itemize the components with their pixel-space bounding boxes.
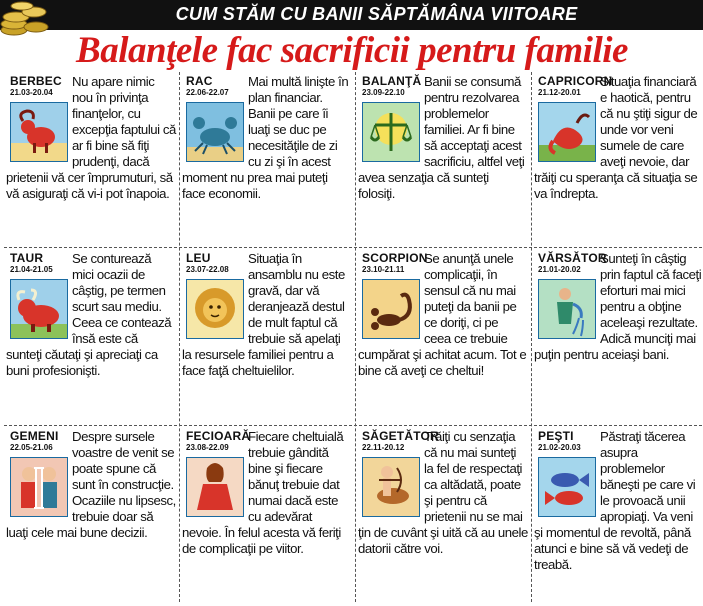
sign-dates: 21.04-21.05	[10, 265, 53, 274]
sign-card-leu	[180, 249, 354, 423]
sign-name: VĂRSĂTOR	[538, 251, 607, 265]
sign-name: PEŞTI	[538, 429, 574, 443]
scales-icon	[362, 102, 420, 162]
sign-name: SCORPION	[362, 251, 428, 265]
kicker-title: CUM STĂM CU BANII SĂPTĂMÂNA VIITOARE	[175, 4, 578, 24]
horoscope-grid	[4, 72, 702, 604]
sign-card-fecioara	[180, 427, 354, 603]
sign-name: FECIOARĂ	[186, 429, 251, 443]
page-title: Balanţele fac sacrificii pentru familie	[76, 30, 628, 71]
sign-text: Situaţia financiară e haotică, pentru că nu ştiţi sigur de unde vor veni sumele de care aveţi nevoie, dar trăiţi cu speranţa că situaţia se va îndrepta.	[534, 74, 698, 201]
sign-text: Nu apare nimic nou în privinţa finanţelor, cu excepţia faptului că ar fi bine să fiţi prudenţi, dacă prietenii vă cer împrumuturi, să vă asiguraţi că vi-i pot înapoia.	[6, 74, 176, 201]
sign-name: SĂGETĂTOR	[362, 429, 439, 443]
sign-card-capricorn	[532, 72, 703, 246]
fish-icon	[538, 457, 596, 517]
sign-text: Despre sursele voastre de venit se poate spune că sunt în construcţie. Ocaziile nu lipsesc, trebuie doar să luaţi cele mai bune decizii.	[6, 429, 176, 540]
sign-text: Sunteţi în câştig prin faptul că faceţi eforturi mai mici pentru a obţine aceleaşi rezultate. Adică munciţi mai puţin pentru aceiaşi bani.	[534, 251, 702, 362]
twins-icon	[10, 457, 68, 517]
sign-name: TAUR	[10, 251, 44, 265]
sign-name: LEU	[186, 251, 211, 265]
sign-dates: 21.03-20.04	[10, 88, 53, 97]
goat-icon	[538, 102, 596, 162]
sign-dates: 21.01-20.02	[538, 265, 581, 274]
sign-dates: 23.07-22.08	[186, 265, 229, 274]
crab-icon	[186, 102, 244, 162]
sign-dates: 23.10-21.11	[362, 265, 405, 274]
sign-card-scorpion	[356, 249, 530, 423]
ram-icon	[10, 102, 68, 162]
virgin-icon	[186, 457, 244, 517]
archer-icon	[362, 457, 420, 517]
water-bearer-icon	[538, 279, 596, 339]
sign-name: BALANŢĂ	[362, 74, 422, 88]
sign-card-gemeni	[4, 427, 178, 603]
sign-dates: 23.08-22.09	[186, 443, 229, 452]
scorpion-icon	[362, 279, 420, 339]
sign-card-berbec	[4, 72, 178, 246]
sign-text: Păstraţi tăcerea asupra problemelor băneşti pe care vi le provoacă unii apropiaţi. Va veni şi momentul de revoltă, până atunci e bine să vă vedeţi de treabă.	[534, 429, 696, 572]
sign-name: GEMENI	[10, 429, 59, 443]
sign-dates: 21.02-20.03	[538, 443, 581, 452]
sign-dates: 22.11-20.12	[362, 443, 405, 452]
bull-icon	[10, 279, 68, 339]
sign-card-taur	[4, 249, 178, 423]
sign-card-varsator	[532, 249, 703, 423]
sign-text: Banii se consumă pentru rezolvarea problemelor familiei. Ar fi bine să acceptaţi acest sacrificiu, altfel veţi avea senzaţia că sunteţi folosiţi.	[358, 74, 525, 201]
sign-text: Mai multă linişte în plan financiar. Banii pe care îi luaţi se duc pe necesităţile de zi cu zi şi în acest moment nu prea mai puteţi face economii.	[182, 74, 349, 201]
sign-card-balanta	[356, 72, 530, 246]
sign-dates: 23.09-22.10	[362, 88, 405, 97]
sign-text: Trăiţi cu senzaţia că nu mai sunteţi la fel de respectaţi ca altădată, poate şi pentru că prietenii nu se mai ţin de cuvânt şi uită că au unele datorii către voi.	[358, 429, 528, 556]
sign-name: RAC	[186, 74, 213, 88]
sign-text: Situaţia în ansamblu nu este gravă, dar vă deranjează destul de mult faptul că trebuie să apelaţi la resursele familiei pentru a face faţă cheltuielilor.	[182, 251, 345, 378]
sign-card-rac	[180, 72, 354, 246]
sign-name: CAPRICORN	[538, 74, 613, 88]
lion-icon	[186, 279, 244, 339]
sign-text: Se anunţă unele complicaţii, în sensul că nu mai puteţi da banii pe ce doriţi, ci pe ceea ce trebuie cumpărat şi achitat acum. Tot e bine că aveţi ce cheltui!	[358, 251, 527, 378]
sign-name: BERBEC	[10, 74, 62, 88]
sign-dates: 22.05-21.06	[10, 443, 53, 452]
sign-dates: 22.06-22.07	[186, 88, 229, 97]
sign-text: Fiecare cheltuială trebuie gândită bine şi fiecare bănuţ trebuie dat numai dacă este cu adevărat nevoie. În felul acesta vă feriţi de complicaţii pe viitor.	[182, 429, 344, 556]
top-banner	[0, 0, 703, 30]
sign-card-pesti	[532, 427, 703, 603]
sign-text: Se conturează mici ocazii de câştig, pe termen scurt sau mediu. Ceea ce contează însă este că sunteţi căutaţi şi apreciaţi ca buni profesionişti.	[6, 251, 172, 378]
sign-card-sagetator	[356, 427, 530, 603]
sign-dates: 21.12-20.01	[538, 88, 581, 97]
